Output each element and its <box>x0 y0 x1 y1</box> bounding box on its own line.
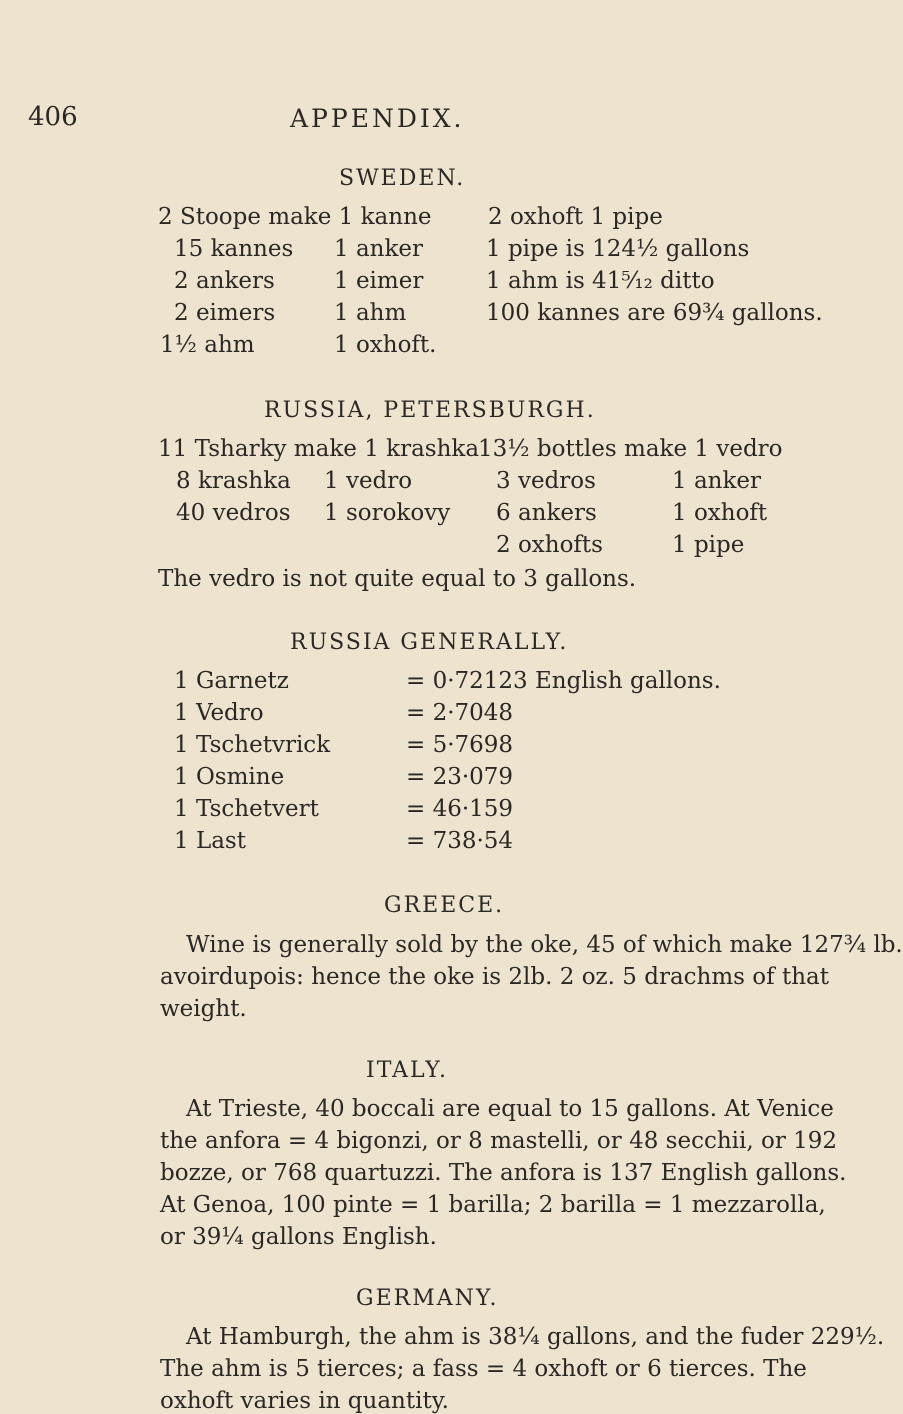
table-cell: = 0·72123 English gallons. <box>406 668 721 694</box>
section-heading-sweden: SWEDEN. <box>339 166 466 191</box>
table-cell: 1 oxhoft <box>672 500 768 526</box>
table-cell: 100 kannes are 69¾ gallons. <box>486 300 823 326</box>
paragraph-line: At Trieste, 40 boccali are equal to 15 gallons. At Venice <box>186 1096 834 1122</box>
page-number: 406 <box>28 102 78 132</box>
table-cell: 1 sorokovy <box>324 500 451 526</box>
section-heading-greece: GREECE. <box>384 893 505 918</box>
section-heading-russia-generally: RUSSIA GENERALLY. <box>290 630 569 655</box>
table-cell: 1 Tschetvrick <box>174 732 331 758</box>
table-cell: 2 oxhoft 1 pipe <box>488 204 663 230</box>
table-cell: 1 anker <box>672 468 762 494</box>
note-text: The vedro is not quite equal to 3 gallons. <box>158 566 637 592</box>
table-cell: = 46·159 <box>406 796 514 822</box>
table-cell: 1 oxhoft. <box>334 332 437 358</box>
table-cell: 15 kannes <box>174 236 294 262</box>
table-cell: 1 Osmine <box>174 764 285 790</box>
table-cell: 1 pipe <box>672 532 745 558</box>
table-cell: = 23·079 <box>406 764 514 790</box>
paragraph-line: weight. <box>160 996 247 1022</box>
table-cell: 1 ahm <box>334 300 407 326</box>
table-cell: = 2·7048 <box>406 700 514 726</box>
table-cell: 1 vedro <box>324 468 413 494</box>
paragraph-line: oxhoft varies in quantity. <box>160 1388 449 1414</box>
paragraph-line: the anfora = 4 bigonzi, or 8 mastelli, or 48 secchii, or 192 <box>160 1128 838 1154</box>
paragraph-line: The ahm is 5 tierces; a fass = 4 oxhoft or 6 tierces. The <box>160 1356 807 1382</box>
table-cell: 13½ bottles make 1 vedro <box>478 436 783 462</box>
table-cell: 1 anker <box>334 236 424 262</box>
paragraph-line: avoirdupois: hence the oke is 2lb. 2 oz. 5 drachms of that <box>160 964 829 990</box>
table-cell: 1 Tschetvert <box>174 796 319 822</box>
table-cell: 2 Stoope make 1 kanne <box>158 204 432 230</box>
table-cell: 1 pipe is 124½ gallons <box>486 236 750 262</box>
paragraph-line: At Genoa, 100 pinte = 1 barilla; 2 barilla = 1 mezzarolla, <box>160 1192 826 1218</box>
table-cell: 1 ahm is 41⁵⁄₁₂ ditto <box>486 268 715 294</box>
running-title: APPENDIX. <box>290 104 465 133</box>
table-cell: 1 eimer <box>334 268 424 294</box>
table-cell: 1½ ahm <box>160 332 255 358</box>
table-cell: 1 Garnetz <box>174 668 289 694</box>
section-heading-italy: ITALY. <box>366 1058 448 1083</box>
table-cell: 11 Tsharky make 1 krashka <box>158 436 480 462</box>
paragraph-line: At Hamburgh, the ahm is 38¼ gallons, and the fuder 229½. <box>186 1324 885 1350</box>
table-cell: 1 Last <box>174 828 246 854</box>
table-cell: = 5·7698 <box>406 732 514 758</box>
section-heading-germany: GERMANY. <box>356 1286 499 1311</box>
table-cell: 8 krashka <box>176 468 291 494</box>
paragraph-line: bozze, or 768 quartuzzi. The anfora is 137 English gallons. <box>160 1160 847 1186</box>
section-heading-russia-petersburgh: RUSSIA, PETERSBURGH. <box>264 398 596 423</box>
table-cell: 2 eimers <box>174 300 276 326</box>
table-cell: = 738·54 <box>406 828 514 854</box>
paragraph-line: or 39¼ gallons English. <box>160 1224 437 1250</box>
table-cell: 6 ankers <box>496 500 597 526</box>
table-cell: 2 oxhofts <box>496 532 603 558</box>
table-cell: 1 Vedro <box>174 700 264 726</box>
table-cell: 40 vedros <box>176 500 291 526</box>
table-cell: 2 ankers <box>174 268 275 294</box>
table-cell: 3 vedros <box>496 468 596 494</box>
paragraph-line: Wine is generally sold by the oke, 45 of which make 127¾ lb. <box>186 932 903 958</box>
